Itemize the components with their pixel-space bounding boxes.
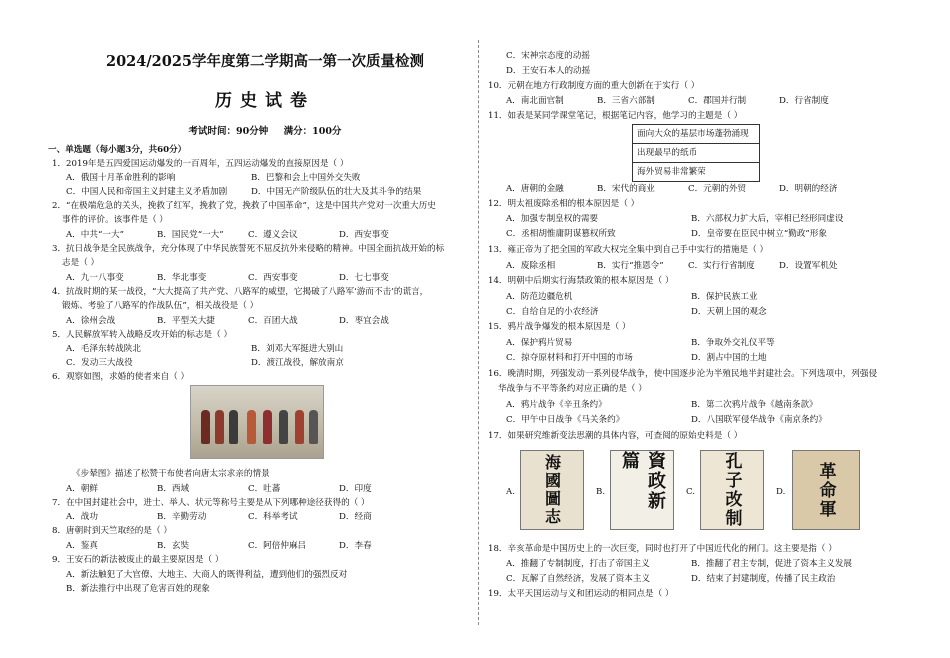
figure-shape <box>247 410 256 444</box>
option[interactable]: B．推翻了君主专制，促进了资本主义发展 <box>691 559 853 569</box>
q16-stem: 16．晚清时期，列强发动一系列侵华战争，使中国逐步沦为半殖民地半封建社会。下列选项中，列强侵 <box>488 369 878 379</box>
book-title: 孔子改制 <box>721 452 742 528</box>
option[interactable]: D．结束了封建制度，传播了民主政治 <box>691 574 836 584</box>
option[interactable]: D．枣宜会战 <box>339 316 389 326</box>
option[interactable]: C．郡国并行制 <box>688 96 747 106</box>
option[interactable]: B．实行“推恩令” <box>597 261 664 271</box>
option-label[interactable]: A. <box>506 487 515 497</box>
option-label[interactable]: C. <box>686 487 696 497</box>
figure-shape <box>279 410 288 444</box>
q2-stem: 事件的评价。该事件是（ ） <box>62 215 168 225</box>
option[interactable]: B．华北事变 <box>157 273 207 283</box>
option[interactable]: B．第二次鸦片战争《越南条款》 <box>691 400 818 410</box>
q16-options <box>506 399 876 411</box>
option[interactable]: B．保护民族工业 <box>691 292 758 302</box>
option[interactable]: C．实行行省制度 <box>688 261 755 271</box>
book-title: 革命軍 <box>815 461 836 519</box>
option[interactable]: C．中国人民和帝国主义封建主义矛盾加剧 <box>66 187 228 197</box>
figure-shape <box>215 410 224 444</box>
option[interactable]: B．国民党“一大” <box>157 230 224 240</box>
q1-stem: 1．2019年是五四爱国运动爆发的一百周年，五四运动爆发的直接原因是（ ） <box>52 159 349 169</box>
exam-time: 考试时间：90分钟 <box>188 126 269 137</box>
option[interactable]: C．宋神宗态度的动摇 <box>506 51 590 61</box>
option[interactable]: A．鸦片战争《辛丑条约》 <box>506 400 607 410</box>
figure-shape <box>263 410 272 444</box>
option[interactable]: A．朝鲜 <box>66 484 98 494</box>
option[interactable]: B．争取外交礼仪平等 <box>691 338 775 348</box>
option[interactable]: C．元朝的外贸 <box>688 184 747 194</box>
option[interactable]: D．行省制度 <box>779 96 829 106</box>
option-label[interactable]: D. <box>776 487 786 497</box>
option[interactable]: B．六部权力扩大后，宰相已经形同虚设 <box>691 214 844 224</box>
q6-options <box>66 483 430 495</box>
option[interactable]: D．八国联军侵华战争《南京条约》 <box>691 415 827 425</box>
figure-shape <box>201 410 210 444</box>
option[interactable]: A．战功 <box>66 512 98 522</box>
option[interactable]: D．经商 <box>339 512 372 522</box>
figure-shape <box>309 410 318 444</box>
option[interactable]: A．九一八事变 <box>66 273 124 283</box>
option[interactable]: D．渡江战役，解放南京 <box>251 358 344 368</box>
option[interactable]: C．丞相胡惟庸阴谋篡权所致 <box>506 229 616 239</box>
option[interactable]: A．俄国十月革命胜利的影响 <box>66 173 176 183</box>
q14-options <box>506 306 876 318</box>
q8-options <box>66 540 430 552</box>
option[interactable]: C．科举考试 <box>248 512 298 522</box>
book-cover-b[interactable] <box>610 450 674 530</box>
q14-stem: 14．明朝中后期实行海禁政策的根本原因是（ ） <box>488 276 674 286</box>
option[interactable]: A．鉴真 <box>66 541 98 551</box>
q2-options <box>66 229 430 241</box>
notes-row: 面向大众的基层市场蓬勃涌现 <box>633 125 759 144</box>
option[interactable]: D．设置军机处 <box>779 261 838 271</box>
painting-image <box>190 385 324 459</box>
exam-info <box>60 123 470 137</box>
option[interactable]: A．唐朝的金融 <box>506 184 564 194</box>
q13-options <box>506 260 870 272</box>
option[interactable]: B．新法推行中出现了危害百姓的现象 <box>66 584 210 594</box>
q7-stem: 7．在中国封建社会中，进士、举人、状元等称号主要是从下列哪种途径获得的（ ） <box>52 498 370 508</box>
option[interactable]: A．南北面官制 <box>506 96 564 106</box>
q16-stem: 华战争与不平等条约对应正确的是（ ） <box>498 384 647 394</box>
q10-stem: 10．元朝在地方行政制度方面的重大创新在于实行（ ） <box>488 81 700 91</box>
option[interactable]: D．印度 <box>339 484 372 494</box>
option[interactable]: B．宋代的商业 <box>597 184 655 194</box>
q4-stem: 锻炼、考验了八路军的作战队伍”，相关战役是（ ） <box>62 301 259 311</box>
section-heading: 一、单选题（每小题3分，共60分） <box>48 145 187 155</box>
q9-stem: 9．王安石的新法被废止的最主要原因是（ ） <box>52 555 224 565</box>
option[interactable]: D．中国无产阶级队伍的壮大及其斗争的结果 <box>251 187 422 197</box>
option[interactable]: D．明朝的经济 <box>779 184 838 194</box>
q3-options <box>66 272 430 284</box>
option[interactable]: A．防范边疆危机 <box>506 292 573 302</box>
option[interactable]: C．自给自足的小农经济 <box>506 307 599 317</box>
q6-stem: 6．观察如图，求婚的使者来自（ ） <box>52 372 190 382</box>
q8-stem: 8．唐朝时到天竺取经的是（ ） <box>52 526 172 536</box>
q16-options <box>506 414 876 426</box>
option[interactable]: A．新法触犯了大官僚、大地主、大商人的既得利益，遭到他们的强烈反对 <box>66 570 348 580</box>
book-cover-d[interactable] <box>792 450 860 530</box>
q15-options <box>506 352 876 364</box>
option[interactable]: A．毛泽东转战陕北 <box>66 344 141 354</box>
option[interactable]: B．巴黎和会上中国外交失败 <box>251 173 361 183</box>
q11-stem: 11．如表是某同学课堂笔记，根据笔记内容，他学习的主题是（ ） <box>488 111 743 121</box>
q4-options <box>66 315 430 327</box>
option[interactable]: A．徐州会战 <box>66 316 116 326</box>
option[interactable]: C．遵义会议 <box>248 230 298 240</box>
notes-table <box>632 124 760 182</box>
book-cover-c[interactable] <box>700 450 764 530</box>
column-divider <box>478 40 479 625</box>
option[interactable]: D．天朝上国的观念 <box>691 307 767 317</box>
notes-row: 出现最早的纸币 <box>633 144 759 163</box>
option[interactable]: D．王安石本人的动摇 <box>506 66 591 76</box>
option[interactable]: A．废除丞相 <box>506 261 556 271</box>
q1-options <box>66 172 436 184</box>
option[interactable]: B．平型关大捷 <box>157 316 215 326</box>
q7-options <box>66 511 430 523</box>
q10-options <box>506 95 870 107</box>
q2-stem: 2．“在极端危急的关头，挽救了红军，挽救了党，挽救了中国革命”，这是中国共产党对一次重大历史 <box>52 201 436 211</box>
q15-stem: 15．鸦片战争爆发的根本原因是（ ） <box>488 322 631 332</box>
option[interactable]: C．百团大战 <box>248 316 298 326</box>
figure-shape <box>229 410 238 444</box>
exam-title: 2024/2025学年度第二学期高一第一次质量检测 <box>105 53 424 70</box>
option[interactable]: C．吐蕃 <box>248 484 281 494</box>
exam-score: 满分：100分 <box>283 126 342 137</box>
option[interactable]: C．甲午中日战争《马关条约》 <box>506 415 625 425</box>
q6-caption: 《步辇图》描述了松赞干布使者向唐太宗求亲的情景 <box>72 469 270 479</box>
q5-options <box>66 343 436 355</box>
option[interactable]: A．中共“一大” <box>66 230 124 240</box>
option[interactable]: B．三省六部制 <box>597 96 655 106</box>
q12-stem: 12．明太祖废除丞相的根本原因是（ ） <box>488 199 640 209</box>
q5-stem: 5．人民解放军转入战略反攻开始的标志是（ ） <box>52 330 233 340</box>
notes-row: 海外贸易非常繁荣 <box>637 167 706 177</box>
option[interactable]: A．推翻了专制制度，打击了帝国主义 <box>506 559 650 569</box>
option[interactable]: B．玄奘 <box>157 541 190 551</box>
option[interactable]: D．李春 <box>339 541 372 551</box>
option[interactable]: D．皇帝要在臣民中树立“勤政”形象 <box>691 229 827 239</box>
q5-options <box>66 357 436 369</box>
exam-subtitle: 历史试卷 <box>215 91 315 111</box>
book-title: 海國圖志 <box>542 454 562 526</box>
option[interactable]: A．保护鸦片贸易 <box>506 338 573 348</box>
q18-options <box>506 558 876 570</box>
option[interactable]: B．西域 <box>157 484 190 494</box>
option[interactable]: D．割占中国的土地 <box>691 353 767 363</box>
option[interactable]: C．发动三大战役 <box>66 358 133 368</box>
q13-stem: 13．雍正帝为了把全国的军政大权完全集中到自己手中实行的措施是（ ） <box>488 245 769 255</box>
book-cover-a[interactable] <box>520 450 584 530</box>
q14-options <box>506 291 876 303</box>
q19-stem: 19．太平天国运动与义和团运动的相同点是（ ） <box>488 589 674 599</box>
option[interactable]: C．掠夺原材料和打开中国的市场 <box>506 353 633 363</box>
q11-options <box>506 183 870 195</box>
option[interactable]: B．刘邓大军挺进大别山 <box>251 344 344 354</box>
q18-options <box>506 573 876 585</box>
option[interactable]: B．辛勤劳动 <box>157 512 207 522</box>
option[interactable]: C．西安事变 <box>248 273 298 283</box>
q12-options <box>506 213 876 225</box>
option[interactable]: D．西安事变 <box>339 230 389 240</box>
option[interactable]: A．加强专制皇权的需要 <box>506 214 599 224</box>
option[interactable]: D．七七事变 <box>339 273 389 283</box>
q12-options <box>506 228 876 240</box>
q3-stem: 3．抗日战争是全民族战争，充分体现了中华民族誓死不屈反抗外来侵略的精神。中国全面抗战开始的标 <box>52 244 445 254</box>
q1-options <box>66 186 436 198</box>
option[interactable]: C．瓦解了自然经济，发展了资本主义 <box>506 574 651 584</box>
option[interactable]: C．阿倍仲麻吕 <box>248 541 307 551</box>
q18-stem: 18．辛亥革命是中国历史上的一次巨变，同时也打开了中国近代化的闸门。这主要是指（ ） <box>488 544 837 554</box>
figure-shape <box>295 410 304 444</box>
q15-options <box>506 337 876 349</box>
q4-stem: 4．抗战时期的某一战役，“大大提高了共产党、八路军的威望，它揭破了八路军‘游而不击’的谎言， <box>52 287 429 297</box>
option-label[interactable]: B. <box>596 487 606 497</box>
book-title: 資政新篇 <box>619 451 666 511</box>
q17-stem: 17．如果研究维新变法思潮的具体内容，可查阅的原始史料是（ ） <box>488 431 743 441</box>
q3-stem: 志是（ ） <box>62 258 100 268</box>
